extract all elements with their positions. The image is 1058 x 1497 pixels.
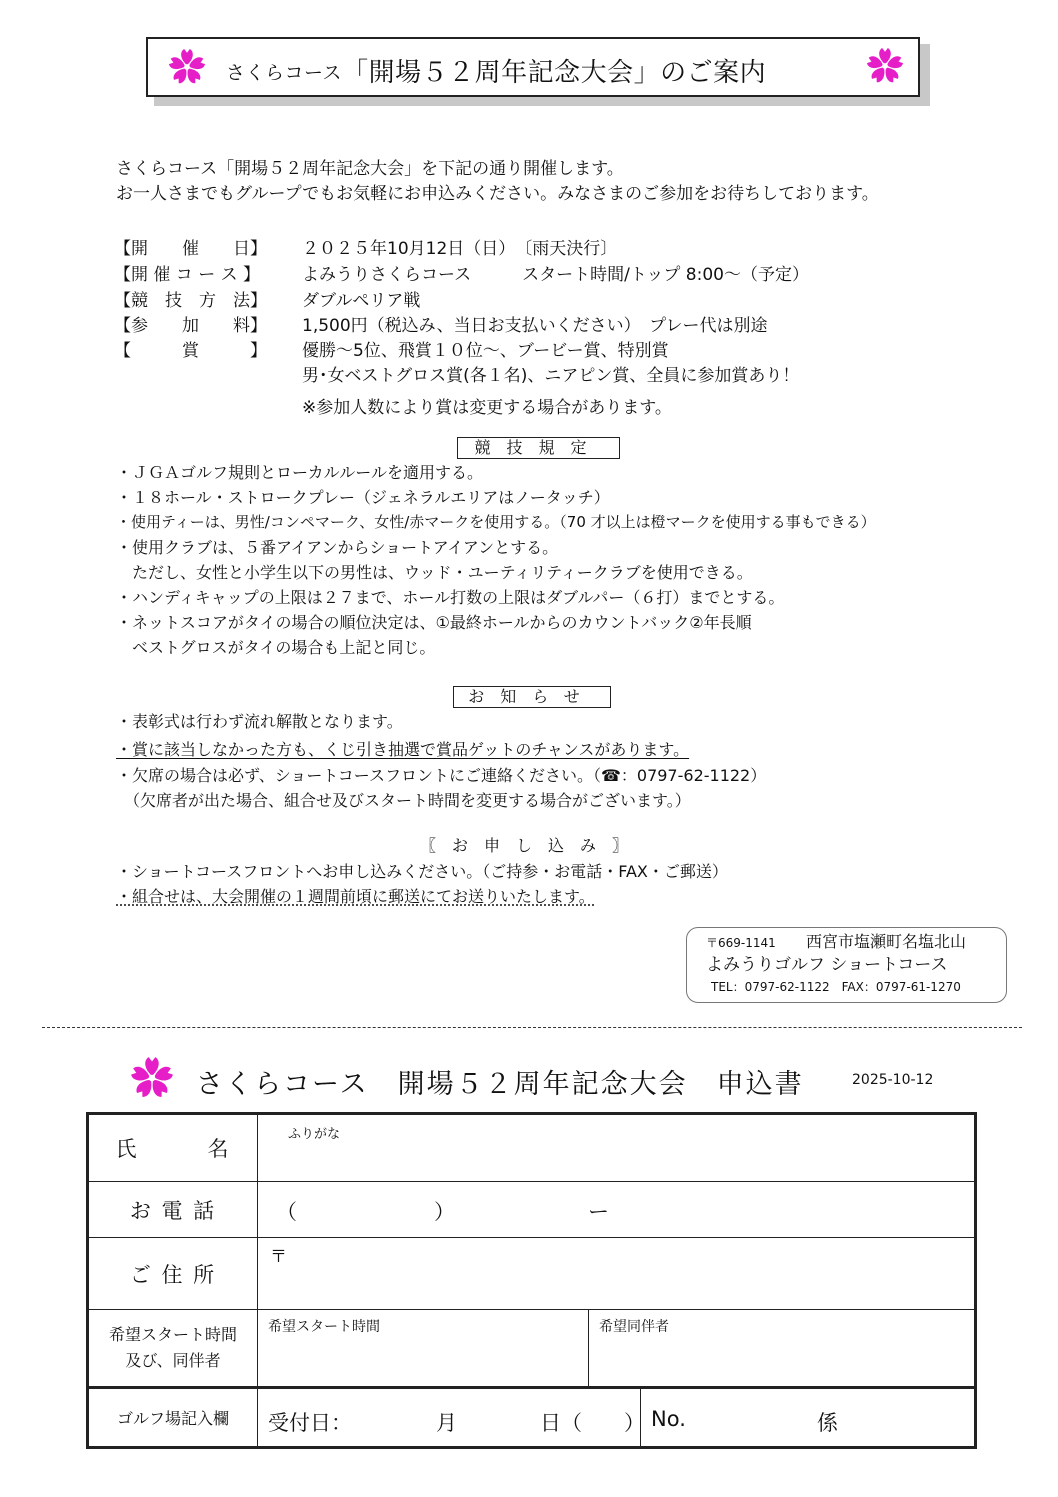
rules-heading: 競技規定	[457, 437, 620, 459]
cut-line	[42, 1027, 1022, 1028]
detail-label: 【開 催 日】	[114, 239, 267, 259]
application-form	[86, 1112, 977, 1449]
notice-item: ・欠席の場合は必ず、ショートコースフロントにご連絡ください。（☎：0797-62-1122）	[116, 766, 767, 785]
notice-item: （欠席者が出た場合、組合せ及びスタート時間を変更する場合がございます。）	[116, 791, 691, 810]
rule-item: ベストグロスがタイの場合も上記と同じ。	[116, 638, 436, 657]
page-title	[226, 52, 766, 89]
received-field[interactable]	[258, 1388, 645, 1448]
intro-line: お一人さまでもグループでもお気軽にお申込みください。みなさまのご参加をお待ちしております。	[116, 184, 879, 204]
rule-item: ただし、女性と小学生以下の男性は、ウッド・ユーティリティークラブを使用できる。	[116, 563, 753, 582]
day-label: 日（ ）	[540, 1411, 645, 1435]
application-heading: 〖 お 申 し 込 み 〗	[420, 836, 629, 855]
prize-note: ※参加人数により賞は変更する場合があります。	[302, 398, 672, 418]
title-main: 「開場５２周年記念大会」のご案内	[342, 58, 767, 88]
detail-label: 【開 催 コ ー ス 】	[114, 265, 261, 285]
rule-item: ・使用クラブは、５番アイアンからショートアイアンとする。	[116, 538, 559, 557]
companion-label: 希望同伴者	[599, 1319, 669, 1335]
address-city: 西宮市塩瀬町名塩北山	[806, 932, 967, 951]
detail-value: 優勝～5位、飛賞１０位～、ブービー賞、特別賞	[302, 341, 669, 361]
golf-label: ゴルフ場記入欄	[88, 1388, 258, 1448]
sakura-flower-icon	[168, 48, 206, 86]
notices-heading: お知らせ	[453, 686, 611, 708]
form-row-golf	[88, 1388, 976, 1448]
start-label-line: 及び、同伴者	[125, 1351, 221, 1370]
start-time-label: 希望スタート時間	[268, 1319, 380, 1335]
month-label: 月	[436, 1411, 457, 1435]
received-label: 受付日：	[268, 1411, 352, 1435]
notice-item: ・表彰式は行わず流れ解散となります。	[116, 712, 403, 731]
address-label: ご 住 所	[88, 1238, 258, 1310]
form-row-name	[88, 1114, 976, 1182]
rule-item: ・１８ホール・ストロークプレー（ジェネラルエリアはノータッチ）	[116, 488, 610, 507]
address-name: よみうりゴルフ ショートコース	[706, 955, 948, 975]
detail-value: ダブルペリア戦	[302, 291, 421, 311]
sakura-flower-icon	[130, 1056, 174, 1100]
intro-line: さくらコース「開場５２周年記念大会」を下記の通り開催します。	[116, 159, 624, 179]
postal-mark: 〒	[270, 1247, 287, 1267]
start-label-line: 希望スタート時間	[108, 1325, 237, 1344]
address-field[interactable]	[258, 1238, 976, 1310]
postal-code: 〒669-1141	[706, 936, 776, 950]
rule-item: ・ＪＧＡゴルフ規則とローカルルールを適用する。	[116, 463, 483, 482]
form-row-address	[88, 1238, 976, 1310]
phone-label: お 電 話	[88, 1182, 258, 1238]
rule-item: ・ハンディキャップの上限は２７まで、ホール打数の上限はダブルパー（６打）までとする。	[116, 588, 785, 607]
detail-value: ２０２５年10月12日（日） 〔雨天決行〕	[302, 239, 618, 259]
name-label: 氏 名	[88, 1114, 258, 1182]
companion-field[interactable]	[589, 1310, 976, 1388]
application-item: ・組合せは、大会開催の１週間前頃に郵送にてお送りいたします。	[116, 887, 595, 906]
sakura-flower-icon	[866, 47, 904, 85]
detail-value: よみうりさくらコース スタート時間/トップ 8:00～（予定）	[302, 265, 809, 285]
phone-paren-open: （	[276, 1200, 297, 1224]
staff-field[interactable]	[641, 1388, 976, 1448]
address-telfax: TEL：0797-62-1122 FAX：0797-61-1270	[711, 980, 961, 994]
start-label	[88, 1310, 258, 1388]
staff-label: 係	[817, 1411, 838, 1435]
phone-paren-close: ）	[434, 1200, 455, 1224]
rule-item: ・ネットスコアがタイの場合の順位決定は、①最終ホールからのカウントバック②年長順	[116, 613, 752, 632]
name-field[interactable]	[258, 1114, 976, 1182]
detail-label: 【参 加 料】	[114, 316, 267, 336]
title-prefix: さくらコース	[226, 62, 343, 84]
form-row-phone	[88, 1182, 976, 1238]
rule-item: ・使用ティーは、男性/コンペマーク、女性/赤マークを使用する。（70 才以上は橙マークを使用する事もできる）	[116, 513, 876, 531]
form-title: さくらコース 開場５２周年記念大会 申込書	[196, 1069, 804, 1100]
phone-field[interactable]	[258, 1182, 976, 1238]
detail-value: 1,500円（税込み、当日お支払いください） プレー代は別途	[302, 316, 768, 336]
form-date: 2025-10-12	[852, 1072, 934, 1088]
application-item: ・ショートコースフロントへお申し込みください。（ご持参・お電話・FAX・ご郵送）	[116, 862, 728, 881]
detail-label: 【 賞 】	[114, 341, 267, 361]
phone-dash: ー	[588, 1200, 609, 1224]
prize-extra: 男･女ベストグロス賞(各１名)、ニアピン賞、全員に参加賞あり！	[302, 366, 800, 386]
no-label: No.	[651, 1407, 686, 1431]
detail-label: 【競 技 方 法】	[114, 291, 267, 311]
notice-item: ・賞に該当しなかった方も、くじ引き抽選で賞品ゲットのチャンスがあります。	[116, 740, 690, 759]
furigana-label: ふりがな	[288, 1127, 341, 1142]
form-row-start	[88, 1310, 976, 1388]
start-time-field[interactable]	[258, 1310, 589, 1388]
